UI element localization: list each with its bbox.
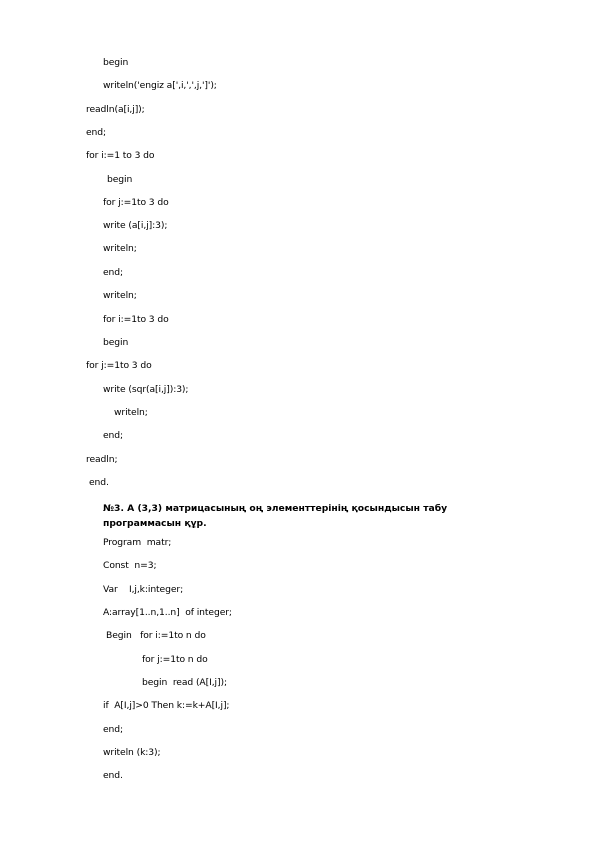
code-line: writeln;	[114, 407, 148, 418]
code-line: begin read (A[I,j]);	[142, 677, 227, 688]
code-line: writeln('engiz a[',i,',',j,']');	[103, 80, 217, 91]
code-line: begin	[107, 174, 133, 185]
code-line: write (sqr(a[i,j]):3);	[103, 384, 189, 395]
code-line: readln(a[i,j]);	[86, 104, 145, 115]
code-line: begin	[103, 337, 129, 348]
code-line: end;	[103, 267, 124, 278]
code-line: for i:=1to 3 do	[103, 314, 169, 325]
code-line: for j:=1to 3 do	[103, 197, 169, 208]
code-line: Var I,j,k:integer;	[103, 584, 184, 595]
code-line: end.	[103, 770, 123, 781]
code-line: writeln (k:3);	[103, 747, 161, 758]
code-line: end;	[86, 127, 107, 138]
code-line: A:array[1..n,1..n] of integer;	[103, 607, 232, 618]
code-line: readln;	[86, 454, 118, 465]
code-line: for j:=1to n do	[142, 654, 208, 665]
code-line: if A[I,j]>0 Then k:=k+A[I,j];	[103, 700, 230, 711]
code-line: Const n=3;	[103, 560, 157, 571]
code-line: end.	[89, 477, 109, 488]
code-line: begin	[103, 57, 129, 68]
code-line: Program matr;	[103, 537, 172, 548]
code-line: writeln;	[103, 243, 137, 254]
code-line: Begin for i:=1to n do	[106, 630, 206, 641]
code-line: for j:=1to 3 do	[86, 360, 152, 371]
task-heading: №3. A (3,3) матрицасының оң элементтерінің қосындысын табу программасын құр.	[103, 503, 448, 529]
code-line: writeln;	[103, 290, 137, 301]
code-line: end;	[103, 724, 124, 735]
code-line: for i:=1 to 3 do	[86, 150, 155, 161]
code-line: write (a[i,j]:3);	[103, 220, 168, 231]
code-line: end;	[103, 430, 124, 441]
